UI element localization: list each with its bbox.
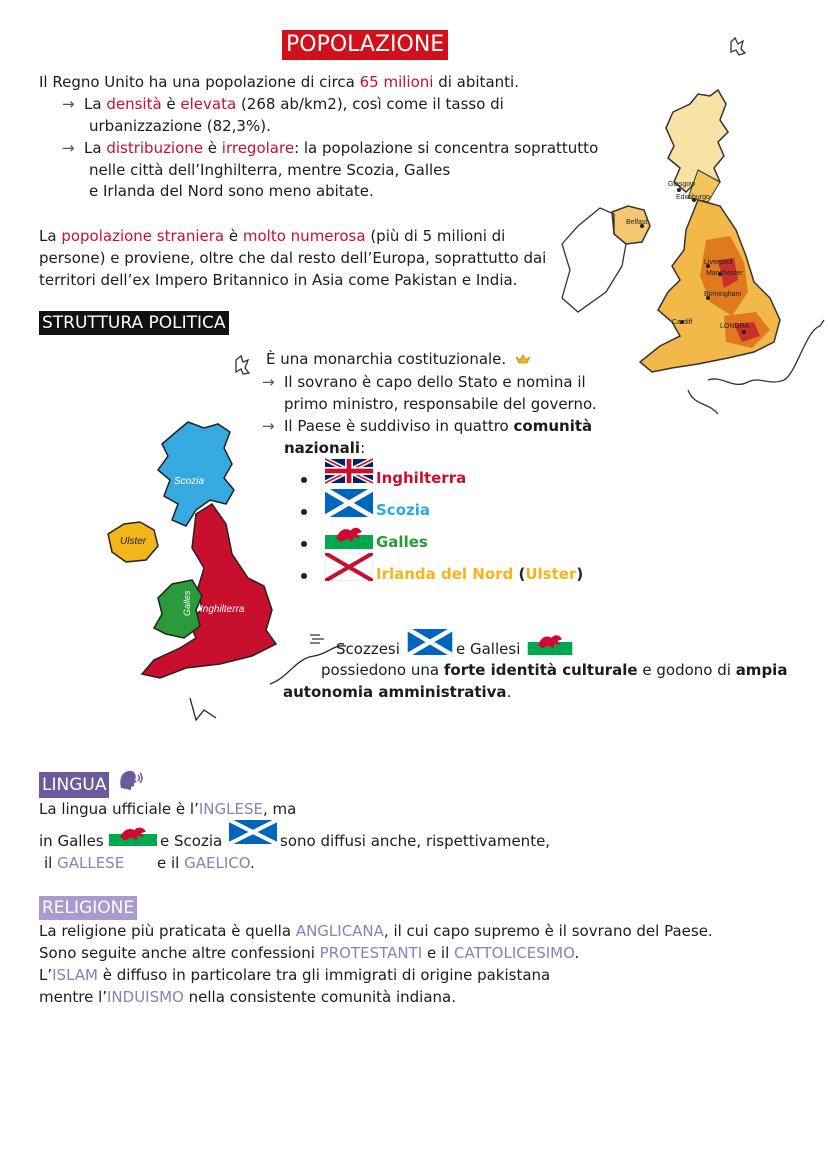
division-line-cont: nazionali:: [284, 439, 366, 457]
division-line: → Il Paese è suddiviso in quattro comunità: [262, 417, 593, 435]
arrow-icon: →: [62, 95, 75, 113]
city-label: LONDRA: [720, 323, 750, 330]
city-label: Birmingham: [704, 291, 742, 298]
arrow-icon: →: [262, 417, 275, 435]
city-label: Belfast: [626, 219, 648, 226]
lingua-line3b: e il GAELICO.: [157, 854, 255, 872]
crown-icon: [515, 353, 531, 366]
identity-line3: autonomia amministrativa.: [283, 683, 512, 701]
map-label-scozia: Scozia: [174, 476, 205, 487]
scotland-flag-icon: [229, 820, 277, 844]
lingua-line2b: e Scozia: [160, 832, 223, 850]
wales-region[interactable]: [154, 580, 202, 638]
nation-irlanda-del-nord: Irlanda del Nord (Ulster): [376, 565, 584, 583]
density-item: → La densità è elevata (268 ab/km2), così come il tasso di: [62, 95, 504, 113]
distribution-item-cont1: nelle città dell’Inghilterra, mentre Scozia, Galles: [89, 161, 451, 179]
brittany-coast: [688, 390, 718, 414]
population-density-map: [548, 30, 828, 430]
city-label: Glasgow: [668, 181, 696, 188]
distribution-item: → La distribuzione è irregolare: la popolazione si concentra soprattutto: [62, 139, 599, 157]
population-intro: Il Regno Unito ha una popolazione di circa 65 milioni di abitanti.: [39, 73, 519, 91]
lingua-line2c: sono diffusi anche, rispettivamente,: [280, 832, 551, 850]
city-label: Manchester: [706, 270, 743, 277]
map-label-ulster: Ulster: [120, 536, 147, 547]
religione-line4: mentre l’INDUISMO nella consistente comunità indiana.: [39, 988, 456, 1006]
section-title-struttura: STRUTTURA POLITICA: [39, 311, 229, 335]
brittany-coast: [190, 698, 216, 720]
wales-flag-icon: [526, 629, 574, 655]
nation-scozia: Scozia: [376, 501, 430, 519]
distribution-item-cont2: e Irlanda del Nord sono meno abitate.: [89, 182, 374, 200]
sovereign-line: → Il sovrano è capo dello Stato e nomina il: [262, 373, 586, 391]
identity-scozzesi: Scozzesi: [336, 640, 400, 658]
city-label: Edimburgo: [676, 194, 710, 201]
map-label-inghilterra: Inghilterra: [200, 604, 245, 615]
section-title-lingua: LINGUA: [39, 772, 109, 798]
foreign-population-l2: persone) e proviene, oltre che dal resto dell’Europa, soprattutto dai: [39, 249, 547, 267]
lingua-line3: il GALLESE: [44, 854, 125, 872]
shetland-islands: [236, 356, 249, 374]
speaking-head-icon: [117, 768, 145, 792]
city-label: Cardiff: [672, 319, 693, 326]
section-title-popolazione: POPOLAZIONE: [282, 30, 448, 60]
lingua-line1: La lingua ufficiale è l’INGLESE, ma: [39, 800, 297, 818]
wales-flag-icon: [109, 822, 157, 846]
map-label-galles: Galles: [182, 590, 192, 616]
england-region[interactable]: [142, 504, 276, 678]
religione-line1: La religione più praticata è quella ANGLICANA, il cui capo supremo è il sovrano del Paese.: [39, 922, 713, 940]
city-label: Liverpool: [704, 259, 733, 266]
sovereign-line-cont: primo ministro, responsabile del governo.: [284, 395, 597, 413]
foreign-population-l3: territori dell’ex Impero Britannico in Asia come Pakistan e India.: [39, 271, 518, 289]
section-title-religione: RELIGIONE: [39, 896, 137, 920]
shetland-islands: [731, 38, 745, 55]
arrow-icon: →: [62, 139, 75, 157]
nation-inghilterra: Inghilterra: [376, 469, 467, 487]
scotland-flag-icon: [406, 629, 454, 655]
density-item-cont: urbanizzazione (82,3%).: [89, 117, 271, 135]
religione-line3: L’ISLAM è diffuso in particolare tra gli immigrati di origine pakistana: [39, 966, 551, 984]
lingua-line2a: in Galles: [39, 832, 104, 850]
religione-line2: Sono seguite anche altre confessioni PROTESTANTI e il CATTOLICESIMO.: [39, 944, 580, 962]
foreign-population-l1: La popolazione straniera è molto numerosa (più di 5 milioni di: [39, 227, 506, 245]
arrow-icon: →: [262, 373, 275, 391]
scotland-region[interactable]: [158, 422, 234, 526]
identity-gallesi: e Gallesi: [456, 640, 521, 658]
nation-galles: Galles: [376, 533, 428, 551]
decorative-squiggle-icon: [308, 632, 328, 646]
monarchy-line: È una monarchia costituzionale.: [266, 349, 531, 369]
identity-line2: possiedono una forte identità culturale e godono di ampia: [321, 661, 788, 679]
